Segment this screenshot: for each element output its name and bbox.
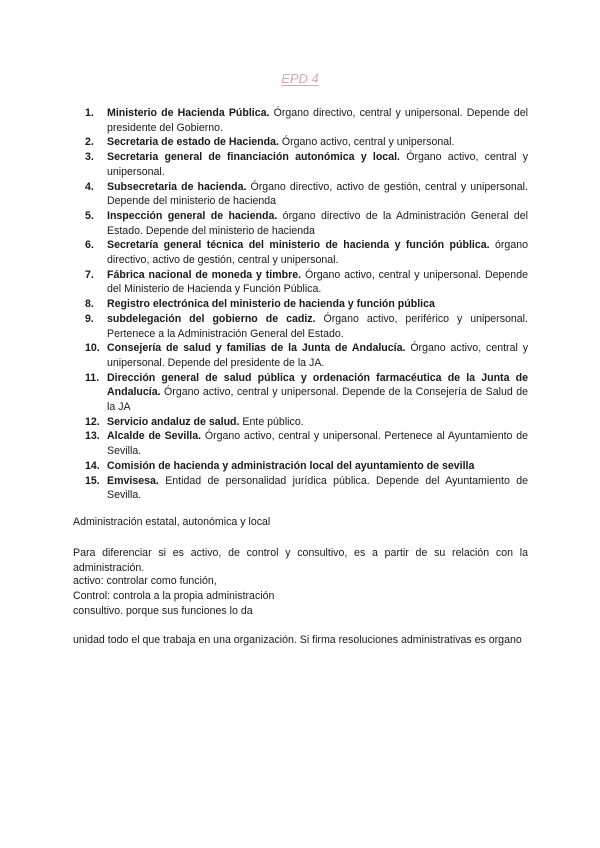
item-number: 9. xyxy=(85,312,94,325)
item-name: Secretaria general de financiación autonómica y local. xyxy=(107,151,400,164)
item-number: 5. xyxy=(85,209,94,222)
list-item xyxy=(85,150,528,179)
list-item xyxy=(85,209,528,238)
item-number: 14. xyxy=(85,459,100,472)
item-description: Órgano activo, central y unipersonal. Depende del Ministerio de Hacienda y Función Pública. xyxy=(107,268,528,296)
item-number: 6. xyxy=(85,239,94,252)
list-item xyxy=(85,135,528,150)
item-description: Órgano activo, central y unipersonal. Depende de la Consejería de Salud de la JA xyxy=(107,386,528,414)
item-description: Órgano activo, central y unipersonal. Pertenece al Ayuntamiento de Sevilla. xyxy=(107,430,528,458)
item-number: 11. xyxy=(85,371,100,384)
item-number: 4. xyxy=(85,180,94,193)
item-description: órgano directivo, activo de gestión, central y unipersonal. xyxy=(107,239,528,267)
item-name: Consejería de salud y familias de la Junta de Andalucía. xyxy=(107,342,406,355)
item-name: Dirección general de salud pública y ordenación farmacéutica de la Junta de Andalucía. xyxy=(107,371,528,399)
item-name: Inspección general de hacienda. xyxy=(107,209,278,222)
item-number: 2. xyxy=(85,136,94,149)
list-item xyxy=(85,268,528,297)
item-description: órgano directivo de la Administración General del Estado. Depende del ministerio de hacienda xyxy=(107,209,528,237)
item-number: 13. xyxy=(85,430,100,443)
list-item xyxy=(85,415,528,430)
item-description: Órgano directivo, activo de gestión, central y unipersonal. Depende del ministerio de hacienda xyxy=(107,180,528,208)
item-number: 7. xyxy=(85,268,94,281)
item-description: Órgano directivo, central y unipersonal. Depende del presidente del Gobierno. xyxy=(107,107,528,134)
list-item xyxy=(85,312,528,341)
list-item xyxy=(85,429,528,458)
list-item xyxy=(85,474,528,503)
body-paragraph: unidad todo el que trabaja en una organización. Si firma resoluciones administrativas es organo xyxy=(73,634,522,646)
item-number: 3. xyxy=(85,151,94,164)
item-name: Ministerio de Hacienda Pública. xyxy=(107,107,270,119)
list-item xyxy=(85,238,528,267)
definition-line: Control: controla a la propia administración xyxy=(73,590,275,602)
definition-line: activo: controlar como función, xyxy=(73,575,217,587)
item-name: Secretaria de estado de Hacienda. xyxy=(107,136,279,149)
list-item xyxy=(85,371,528,415)
body-paragraph: Para diferenciar si es activo, de control y consultivo, es a partir de su relación con la administración. xyxy=(73,547,528,574)
item-description: Órgano activo, central y unipersonal. xyxy=(278,136,455,149)
item-name: subdelegación del gobierno de cadiz. xyxy=(107,312,316,325)
organ-list xyxy=(85,106,528,503)
item-name: Alcalde de Sevilla. xyxy=(107,430,202,443)
item-name: Comisión de hacienda y administración local del ayuntamiento de sevilla xyxy=(107,459,475,472)
list-item xyxy=(85,180,528,209)
list-item xyxy=(85,341,528,370)
item-name: Secretaría general técnica del ministerio de hacienda y función pública. xyxy=(107,239,490,252)
item-number: 10. xyxy=(85,342,100,355)
definition-line: consultivo. porque sus funciones lo da xyxy=(73,605,253,617)
item-description: Órgano activo, central y unipersonal. xyxy=(107,151,528,178)
item-number: 12. xyxy=(85,415,100,428)
item-name: Servicio andaluz de salud. xyxy=(107,415,240,428)
item-name: Registro electrónica del ministerio de hacienda y función pública xyxy=(107,298,435,311)
item-name: Subsecretaria de hacienda. xyxy=(107,180,247,193)
item-description: Órgano activo, periférico y unipersonal. Pertenece a la Administración General del Estado. xyxy=(107,312,528,340)
item-description: Ente público. xyxy=(239,415,304,428)
list-item xyxy=(85,297,528,312)
item-number: 8. xyxy=(85,298,94,311)
list-item xyxy=(85,106,528,135)
item-name: Emvisesa. xyxy=(107,474,159,487)
item-name: Fábrica nacional de moneda y timbre. xyxy=(107,268,302,281)
item-description: Órgano activo, central y unipersonal. Depende del presidente de la JA. xyxy=(107,342,528,369)
section-heading-text: Administración estatal, autonómica y local xyxy=(73,516,271,528)
list-item xyxy=(85,459,528,474)
item-number: 15. xyxy=(85,474,100,487)
item-number: 1. xyxy=(85,107,94,119)
document-title: EPD 4 xyxy=(281,71,319,86)
item-description: Entidad de personalidad jurídica pública. Depende del Ayuntamiento de Sevilla. xyxy=(107,474,528,502)
